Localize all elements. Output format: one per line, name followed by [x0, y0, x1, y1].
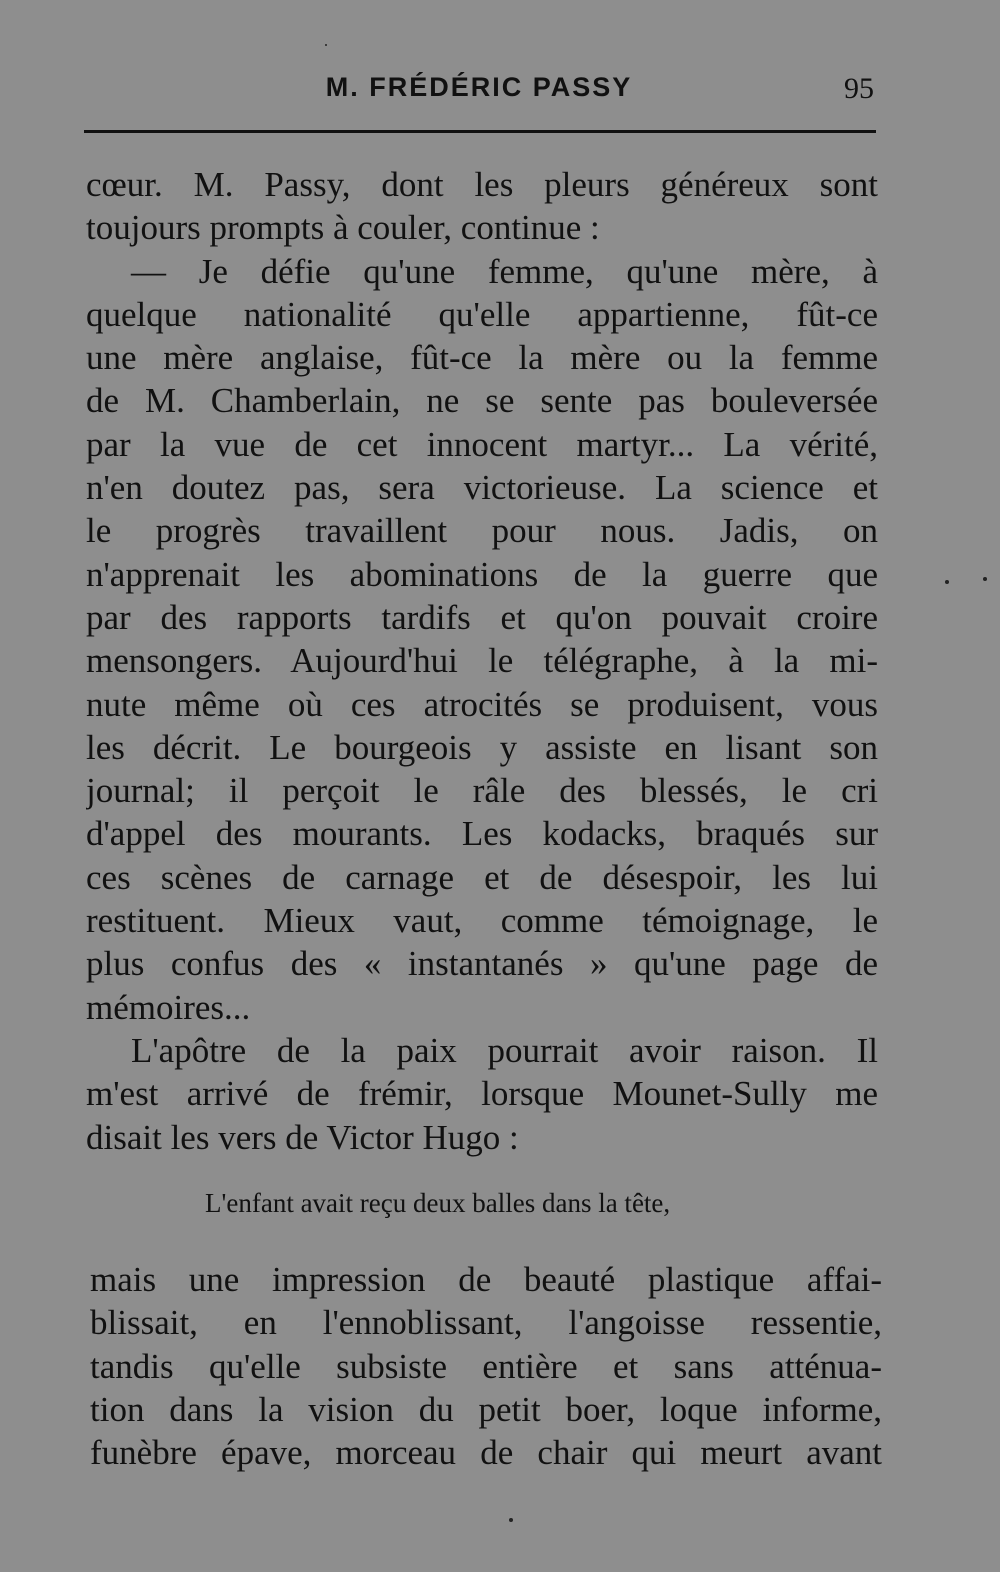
text-line: m'est arrivé de frémir, lorsque Mounet-Sully me: [86, 1074, 878, 1114]
text-line: tandis qu'elle subsiste entière et sans atténua-: [90, 1346, 882, 1386]
text-line: mémoires...: [86, 987, 251, 1027]
text-line: nute même où ces atrocités se produisent, vous: [86, 684, 878, 724]
text-line: disait les vers de Victor Hugo :: [86, 1117, 519, 1157]
body-text-top: [86, 163, 878, 1159]
ink-speck: [325, 44, 327, 46]
text-line: tion dans la vision du petit boer, loque informe,: [90, 1389, 882, 1429]
page-header: [84, 72, 874, 112]
text-line: funèbre épave, morceau de chair qui meurt avant: [90, 1433, 882, 1473]
body-text-bottom: [90, 1258, 882, 1474]
text-line: de M. Chamberlain, ne se sente pas bouleversée: [86, 381, 878, 421]
text-line: toujours prompts à couler, continue :: [86, 208, 600, 248]
page-number: 95: [844, 72, 874, 105]
ink-speck: [983, 577, 987, 581]
text-line: par la vue de cet innocent martyr... La vérité,: [86, 424, 878, 464]
ink-speck: [509, 1518, 513, 1522]
text-line: journal; il perçoit le râle des blessés, le cri: [86, 771, 878, 811]
verse-quote: L'enfant avait reçu deux balles dans la tête,: [205, 1188, 671, 1218]
text-line: mensongers. Aujourd'hui le télégraphe, à la mi-: [86, 641, 878, 681]
text-line: L'apôtre de la paix pourrait avoir raison. Il: [131, 1030, 878, 1070]
ink-speck: [945, 580, 949, 584]
text-line: quelque nationalité qu'elle appartienne, fût-ce: [86, 294, 878, 334]
text-line: le progrès travaillent pour nous. Jadis, on: [86, 511, 878, 551]
header-rule: [84, 130, 876, 133]
text-line: n'apprenait les abominations de la guerre que: [86, 554, 878, 594]
text-line: les décrit. Le bourgeois y assiste en lisant son: [86, 727, 878, 767]
text-line: une mère anglaise, fût-ce la mère ou la femme: [86, 338, 878, 378]
text-line: ces scènes de carnage et de désespoir, les lui: [86, 857, 878, 897]
text-line: — Je défie qu'une femme, qu'une mère, à: [131, 251, 878, 291]
text-line: cœur. M. Passy, dont les pleurs généreux sont: [86, 165, 878, 204]
text-line: n'en doutez pas, sera victorieuse. La science et: [86, 468, 878, 508]
text-line: plus confus des « instantanés » qu'une page de: [86, 944, 878, 984]
text-line: par des rapports tardifs et qu'on pouvait croire: [86, 597, 878, 637]
running-head: M. FRÉDÉRIC PASSY: [325, 72, 633, 102]
text-line: blissait, en l'ennoblissant, l'angoisse ressentie,: [90, 1303, 882, 1343]
text-line: mais une impression de beauté plastique affai-: [90, 1260, 882, 1299]
text-line: d'appel des mourants. Les kodacks, braqués sur: [86, 814, 878, 854]
text-line: restituent. Mieux vaut, comme témoignage, le: [86, 901, 878, 941]
